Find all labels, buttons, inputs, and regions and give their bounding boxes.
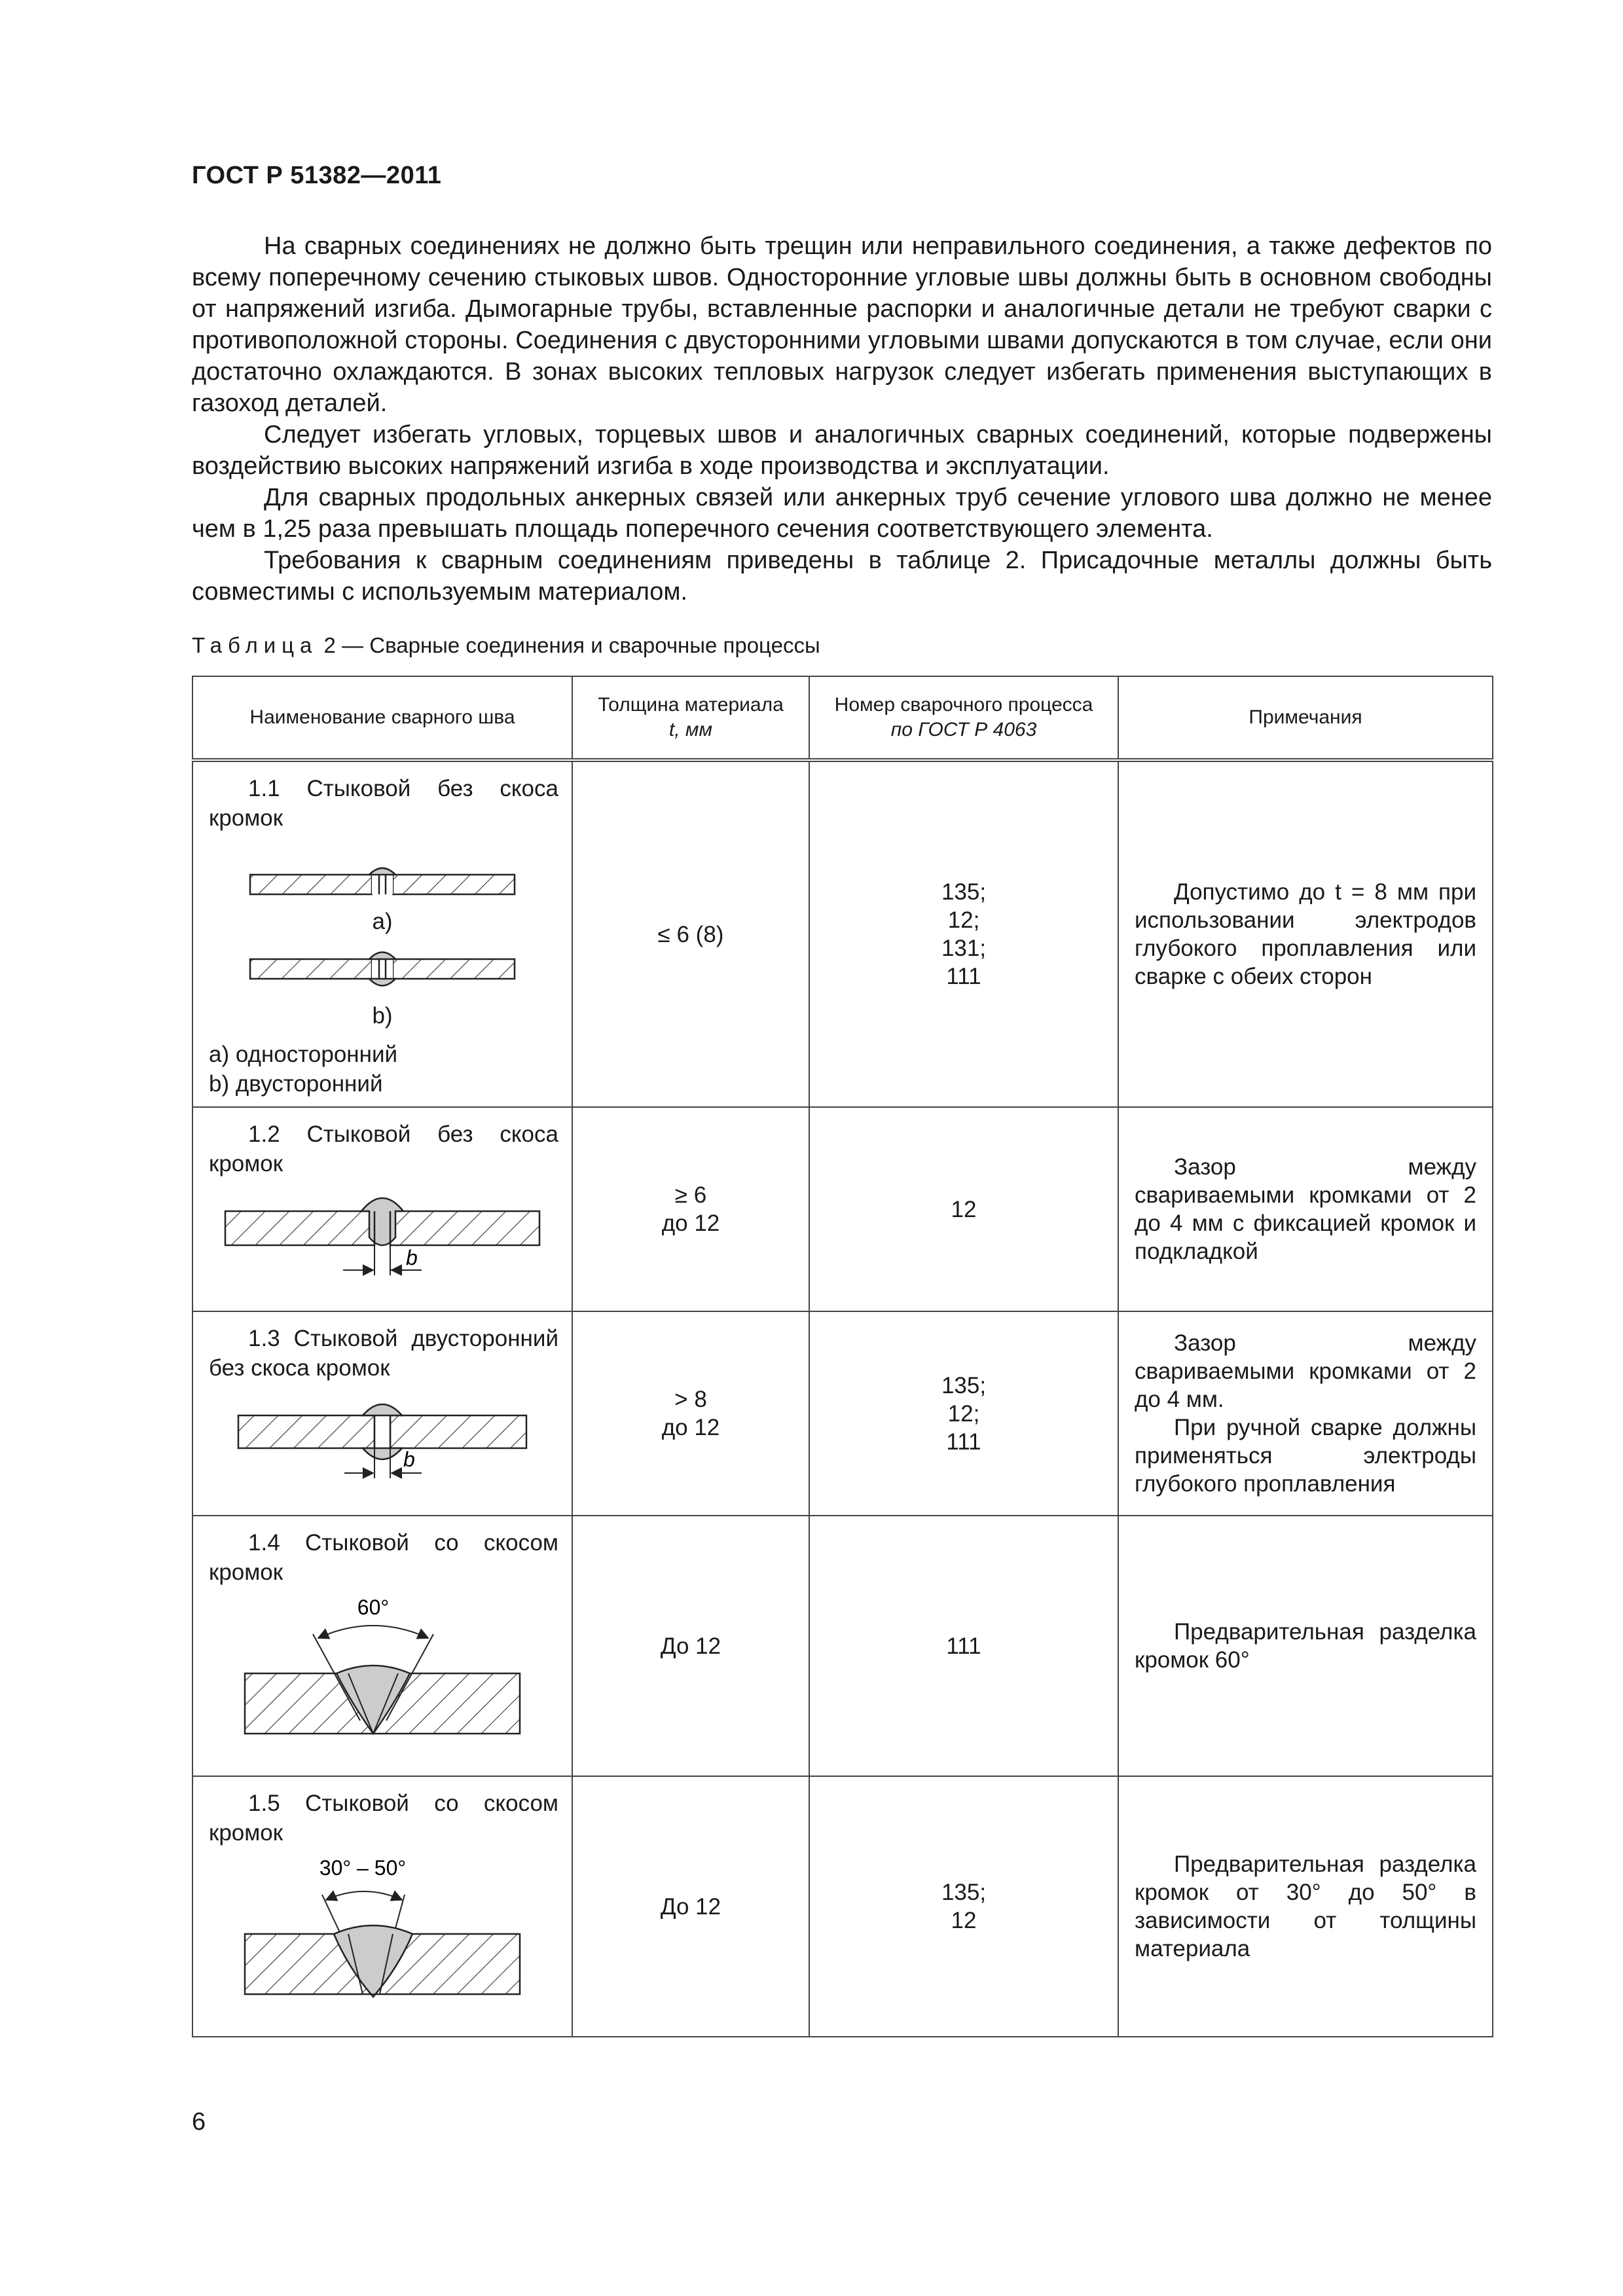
- process-value: 12;: [947, 907, 980, 933]
- row-4-name: [192, 1516, 572, 1776]
- header-thickness: [572, 676, 809, 760]
- process-value: 131;: [941, 936, 987, 961]
- row-3-notes: [1118, 1311, 1493, 1516]
- table-row: [192, 1107, 1493, 1311]
- table-caption-title: 2 — Сварные соединения и сварочные процессы: [318, 633, 820, 657]
- process-value: 135;: [941, 879, 987, 905]
- row-2-name: [192, 1107, 572, 1311]
- process-value: 111: [946, 1633, 981, 1659]
- process-value: 12;: [947, 1400, 980, 1427]
- header-name: Наименование сварного шва: [192, 676, 572, 760]
- thickness-value: До 12: [660, 1893, 721, 1920]
- welds-table: [192, 676, 1493, 2037]
- double-sided-butt-weld-diagram: [245, 943, 520, 995]
- v-groove-30-50-weld-diagram: [238, 1851, 526, 2015]
- page-number: 6: [192, 2108, 206, 2136]
- single-sided-butt-weld-diagram: [245, 859, 520, 905]
- table-caption-label: Таблица: [192, 633, 318, 657]
- note-text: Предварительная разделка кромок 60°: [1135, 1619, 1476, 1673]
- figure-label-a: a): [372, 909, 393, 934]
- thickness-value: до 12: [661, 1415, 720, 1440]
- thickness-value: до 12: [661, 1211, 720, 1236]
- table-row: [192, 1311, 1493, 1516]
- row-5-thickness: [572, 1776, 809, 2037]
- groove-angle-label: 60°: [357, 1595, 390, 1619]
- paragraph-2: Следует избегать угловых, торцевых швов и аналогичных сварных соединений, которые подвержены воздействию высоких напряжений изгиба в ходе производства и эксплуатации.: [192, 421, 1492, 480]
- row-4-notes: [1118, 1516, 1493, 1776]
- row-3-thickness: [572, 1311, 809, 1516]
- header-thickness-line1: Толщина материала: [598, 694, 784, 716]
- groove-angle-label: 30° – 50°: [319, 1856, 407, 1880]
- legend-a: a) односторонний: [209, 1042, 398, 1067]
- v-groove-60-weld-diagram: [238, 1591, 526, 1755]
- table-row: [192, 760, 1493, 1107]
- row-2-thickness: [572, 1107, 809, 1311]
- header-process-line1: Номер сварочного процесса: [834, 694, 1093, 716]
- row-5-notes: [1118, 1776, 1493, 2037]
- table-row: [192, 1776, 1493, 2037]
- note-text: Зазор между свариваемыми кромками от 2 до 4 мм.: [1135, 1330, 1476, 1412]
- row-2-title: 1.2 Стыковой без скоса кромок: [209, 1121, 558, 1176]
- row-3-name: [192, 1311, 572, 1516]
- document-header: ГОСТ Р 51382—2011: [192, 162, 442, 189]
- header-thickness-line2: t, мм: [668, 719, 713, 740]
- process-value: 12: [951, 1908, 977, 1933]
- header-process-line2: по ГОСТ Р 4063: [890, 719, 1037, 740]
- row-4-title: 1.4 Стыковой со скосом кромок: [209, 1530, 558, 1585]
- gap-dimension-label: b: [406, 1246, 418, 1269]
- row-2-process: [809, 1107, 1118, 1311]
- table-header-row: [192, 676, 1493, 760]
- process-value: 135;: [941, 1880, 987, 1905]
- process-value: 111: [946, 1429, 981, 1455]
- butt-weld-with-gap-diagram: [219, 1185, 546, 1283]
- process-value: 111: [946, 964, 981, 989]
- row-3-title: 1.3 Стыковой двусторонний без скоса кромок: [209, 1326, 558, 1381]
- legend-b: b) двусторонний: [209, 1071, 383, 1097]
- row-1-notes: [1118, 760, 1493, 1107]
- paragraph-3: Для сварных продольных анкерных связей или анкерных труб сечение углового шва должно не менее чем в 1,25 раза превышать площадь поперечного сечения соответствующего элемента.: [192, 484, 1492, 543]
- note-text: Зазор между свариваемыми кромками от 2 до 4 мм с фиксацией кромок и подкладкой: [1135, 1154, 1476, 1264]
- row-5-name: [192, 1776, 572, 2037]
- figure-label-b: b): [372, 1003, 393, 1029]
- row-1-name: [192, 760, 572, 1107]
- double-sided-butt-weld-gap-diagram: [232, 1389, 533, 1481]
- row-4-process: [809, 1516, 1118, 1776]
- gap-dimension-label: b: [403, 1448, 415, 1471]
- note-text: Предварительная разделка кромок от 30° до 50° в зависимости от толщины материала: [1135, 1851, 1476, 1961]
- row-1-title: 1.1 Стыковой без скоса кромок: [209, 776, 558, 831]
- note-text: При ручной сварке должны применяться электроды глубокого проплавления: [1135, 1415, 1476, 1497]
- process-value: 12: [951, 1196, 977, 1222]
- row-1-process: [809, 760, 1118, 1107]
- row-3-process: [809, 1311, 1118, 1516]
- row-5-title: 1.5 Стыковой со скосом кромок: [209, 1791, 558, 1846]
- row-1-thickness: ≤ 6 (8): [572, 760, 809, 1107]
- thickness-value: До 12: [660, 1633, 721, 1659]
- row-4-thickness: [572, 1516, 809, 1776]
- thickness-value: > 8: [674, 1387, 707, 1412]
- note-text: Допустимо до t = 8 мм при использовании электродов глубокого проплавления или сварке с обеих сторон: [1135, 879, 1476, 989]
- row-2-notes: [1118, 1107, 1493, 1311]
- header-process: [809, 676, 1118, 760]
- table-row: [192, 1516, 1493, 1776]
- thickness-value: ≥ 6: [674, 1182, 707, 1208]
- header-notes: Примечания: [1118, 676, 1493, 760]
- table-caption: [192, 633, 820, 658]
- paragraph-1: На сварных соединениях не должно быть трещин или неправильного соединения, а также дефектов по всему поперечному сечению стыковых швов. Односторонние угловые швы должны быть в основном свободны от напряжений изгиба. Дымогарные трубы, вставленные распорки и аналогичные детали не требуют сварки с противоположной стороны. Соединения с двусторонними угловыми швами допускаются в том случае, если они достаточно охлаждаются. В зонах высоких тепловых нагрузок следует избегать применения выступающих в газоход деталей.: [192, 232, 1492, 417]
- process-value: 135;: [941, 1372, 987, 1398]
- body-text: [192, 230, 1492, 608]
- row-5-process: [809, 1776, 1118, 2037]
- paragraph-4: Требования к сварным соединениям приведены в таблице 2. Присадочные металлы должны быть совместимы с используемым материалом.: [192, 547, 1492, 606]
